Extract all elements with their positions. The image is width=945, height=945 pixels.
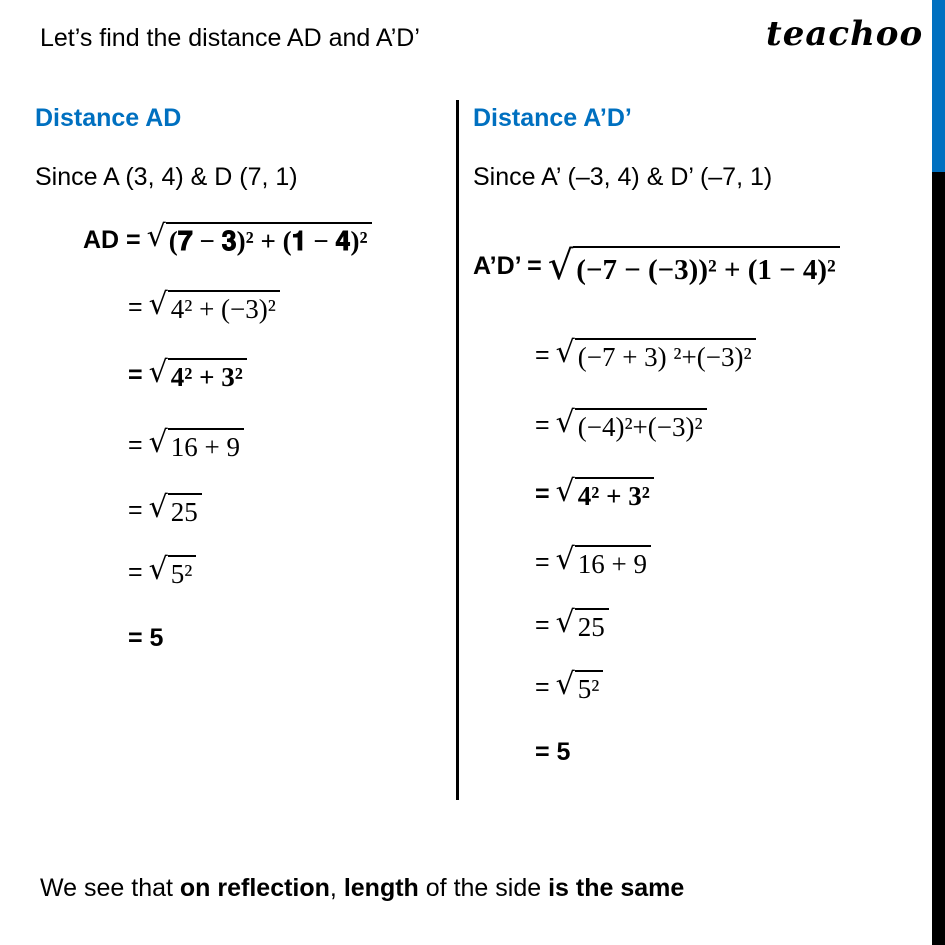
radicand: (−4)²+(−3)² — [575, 408, 707, 443]
right-step — [535, 335, 756, 373]
column-divider — [456, 100, 459, 800]
sqrt: √ 16 + 9 — [556, 545, 651, 580]
right-step — [535, 605, 609, 643]
radicand: 4² + 3² — [575, 477, 654, 512]
left-heading: Distance AD — [35, 104, 182, 132]
left-step — [128, 425, 244, 463]
right-result: = 5 — [535, 738, 571, 766]
step-prefix: = — [535, 411, 550, 439]
step-prefix: = — [128, 293, 143, 321]
radicand: 4² + 3² — [168, 358, 247, 393]
sqrt: √ 16 + 9 — [149, 428, 244, 463]
conclusion — [40, 874, 684, 903]
conclusion-text: , — [329, 874, 344, 902]
right-given: Since A’ (–3, 4) & D’ (–7, 1) — [473, 163, 773, 191]
sqrt: √ 4² + 3² — [149, 358, 247, 393]
right-step — [535, 667, 603, 705]
sqrt: √ 5² — [149, 555, 197, 590]
step-prefix: = — [535, 611, 550, 639]
radicand: 5² — [168, 555, 197, 590]
left-step — [128, 355, 247, 393]
sqrt: √ (−4)²+(−3)² — [556, 408, 707, 443]
left-step — [128, 490, 202, 528]
step-prefix: = — [535, 341, 550, 369]
step-prefix: = — [128, 361, 143, 389]
slide-title: Let’s find the distance AD and A’D’ — [40, 24, 420, 52]
step-prefix: = — [128, 558, 143, 586]
sqrt: √ 4² + 3² — [556, 477, 654, 512]
left-given: Since A (3, 4) & D (7, 1) — [35, 163, 298, 191]
sqrt: √ (𝟕 − 𝟑)² + (𝟏 − 𝟒)² — [147, 222, 372, 258]
step-prefix: = — [128, 431, 143, 459]
sqrt: √ 25 — [556, 608, 609, 643]
left-result: = 5 — [128, 624, 164, 652]
left-step — [128, 552, 196, 590]
step-prefix: AD = — [83, 225, 141, 254]
step-prefix: = — [535, 548, 550, 576]
right-step — [535, 542, 651, 580]
sqrt: √ 4² + (−3)² — [149, 290, 280, 325]
radicand: 5² — [575, 670, 604, 705]
radicand: 16 + 9 — [575, 545, 651, 580]
left-step — [128, 287, 280, 325]
radicand: 25 — [575, 608, 609, 643]
radicand: 4² + (−3)² — [168, 290, 280, 325]
conclusion-text: We see that — [40, 874, 180, 902]
step-prefix: A’D’ = — [473, 252, 542, 280]
side-bar — [932, 172, 945, 945]
right-step — [473, 243, 840, 289]
right-heading: Distance A’D’ — [473, 104, 632, 132]
radicand: (−7 − (−3))² + (1 − 4)² — [573, 246, 839, 287]
right-step — [535, 474, 654, 512]
sqrt: √ (−7 + 3) ²+(−3)² — [556, 338, 756, 373]
step-prefix: = — [128, 496, 143, 524]
sqrt: √ (−7 − (−3))² + (1 − 4)² — [548, 246, 840, 287]
radicand: (𝟕 − 𝟑)² + (𝟏 − 𝟒)² — [166, 222, 372, 258]
radicand: 25 — [168, 493, 202, 528]
sqrt: √ 5² — [556, 670, 604, 705]
accent-bar — [932, 0, 945, 172]
left-step — [83, 219, 372, 258]
conclusion-emphasis: length — [343, 874, 419, 902]
conclusion-text: of the side — [418, 874, 549, 902]
step-prefix: = — [535, 480, 550, 508]
step-prefix: = — [535, 673, 550, 701]
teachoo-logo: teachoo — [766, 14, 924, 54]
conclusion-emphasis: on reflection — [179, 874, 330, 902]
right-step — [535, 405, 707, 443]
radicand: (−7 + 3) ²+(−3)² — [575, 338, 756, 373]
conclusion-emphasis: is the same — [548, 874, 685, 902]
sqrt: √ 25 — [149, 493, 202, 528]
radicand: 16 + 9 — [168, 428, 244, 463]
